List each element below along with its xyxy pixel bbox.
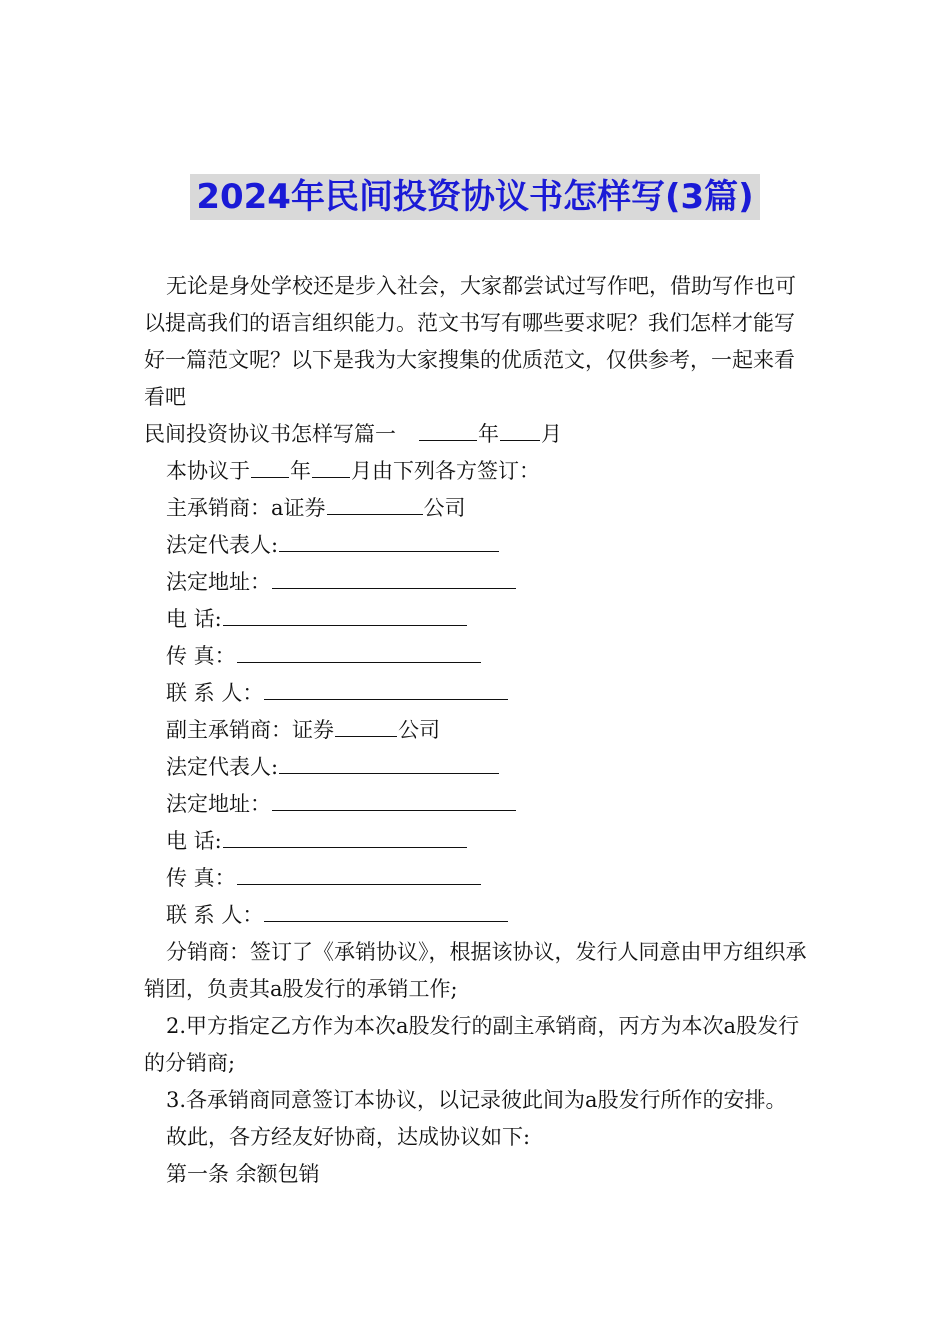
- main-phone-line: [144, 601, 814, 638]
- heading-month-label: 月: [541, 422, 562, 446]
- main-phone-blank: [223, 603, 467, 626]
- heading-year-label: 年: [478, 422, 499, 446]
- vice-contact-label: 联 系 人：: [166, 903, 264, 927]
- title-container: [0, 174, 950, 220]
- main-legal-rep-blank: [279, 529, 499, 552]
- vice-underwriter-blank: [335, 714, 397, 737]
- vice-phone-label: 电 话:: [166, 829, 222, 853]
- main-underwriter-suffix: 公司: [423, 496, 466, 520]
- main-legal-rep-line: [144, 527, 814, 564]
- document-body: [144, 268, 814, 1193]
- vice-fax-blank: [237, 862, 481, 885]
- main-phone-label: 电 话:: [166, 607, 222, 631]
- vice-address-line: [144, 786, 814, 823]
- main-fax-blank: [237, 640, 481, 663]
- section-heading: 民间投资协议书怎样写篇一: [144, 422, 396, 446]
- signing-line: [144, 453, 814, 490]
- heading-year-blank: [419, 418, 477, 441]
- main-contact-blank: [264, 677, 508, 700]
- vice-contact-line: [144, 897, 814, 934]
- vice-legal-rep-label: 法定代表人:: [166, 755, 279, 779]
- item-3-paragraph: 3.各承销商同意签订本协议，以记录彼此间为a股发行所作的安排。: [166, 1088, 787, 1112]
- vice-fax-label: 传 真：: [166, 866, 236, 890]
- vice-legal-rep-blank: [279, 751, 499, 774]
- item-2-paragraph: 2.甲方指定乙方作为本次a股发行的副主承销商，丙方为本次a股发行的分销商;: [144, 1014, 800, 1075]
- signing-year-label: 年: [290, 459, 311, 483]
- vice-phone-blank: [223, 825, 467, 848]
- main-fax-line: [144, 638, 814, 675]
- vice-legal-rep-line: [144, 749, 814, 786]
- vice-fax-line: [144, 860, 814, 897]
- heading-month-blank: [500, 418, 540, 441]
- main-fax-label: 传 真：: [166, 644, 236, 668]
- main-underwriter-line: [144, 490, 814, 527]
- main-underwriter-label: 主承销商：a证券: [166, 496, 326, 520]
- signing-year-blank: [251, 455, 289, 478]
- agreement-paragraph: 故此，各方经友好协商，达成协议如下:: [166, 1125, 531, 1149]
- intro-paragraph: 无论是身处学校还是步入社会，大家都尝试过写作吧，借助写作也可以提高我们的语言组织能力。范文书写有哪些要求呢？我们怎样才能写好一篇范文呢？以下是我为大家搜集的优质范文，仅供参考，一起来看看吧: [144, 274, 796, 409]
- main-address-blank: [272, 566, 516, 589]
- document-title: 2024年民间投资协议书怎样写(3篇): [190, 174, 759, 220]
- distributor-paragraph: 分销商：签订了《承销协议》，根据该协议，发行人同意由甲方组织承销团，负责其a股发行的承销工作;: [144, 940, 807, 1001]
- signing-suffix: 月由下列各方签订：: [351, 459, 540, 483]
- main-legal-rep-label: 法定代表人:: [166, 533, 279, 557]
- main-address-line: [144, 564, 814, 601]
- vice-phone-line: [144, 823, 814, 860]
- vice-address-label: 法定地址：: [166, 792, 271, 816]
- section-heading-line: [144, 416, 814, 453]
- signing-prefix: 本协议于: [166, 459, 250, 483]
- vice-underwriter-line: [144, 712, 814, 749]
- article-1-heading: 第一条 余额包销: [166, 1162, 320, 1186]
- vice-underwriter-label: 副主承销商：证券: [166, 718, 334, 742]
- vice-address-blank: [272, 788, 516, 811]
- vice-contact-blank: [264, 899, 508, 922]
- main-underwriter-blank: [327, 492, 423, 515]
- vice-underwriter-suffix: 公司: [398, 718, 440, 742]
- signing-month-blank: [312, 455, 350, 478]
- main-contact-label: 联 系 人：: [166, 681, 264, 705]
- main-contact-line: [144, 675, 814, 712]
- main-address-label: 法定地址：: [166, 570, 271, 594]
